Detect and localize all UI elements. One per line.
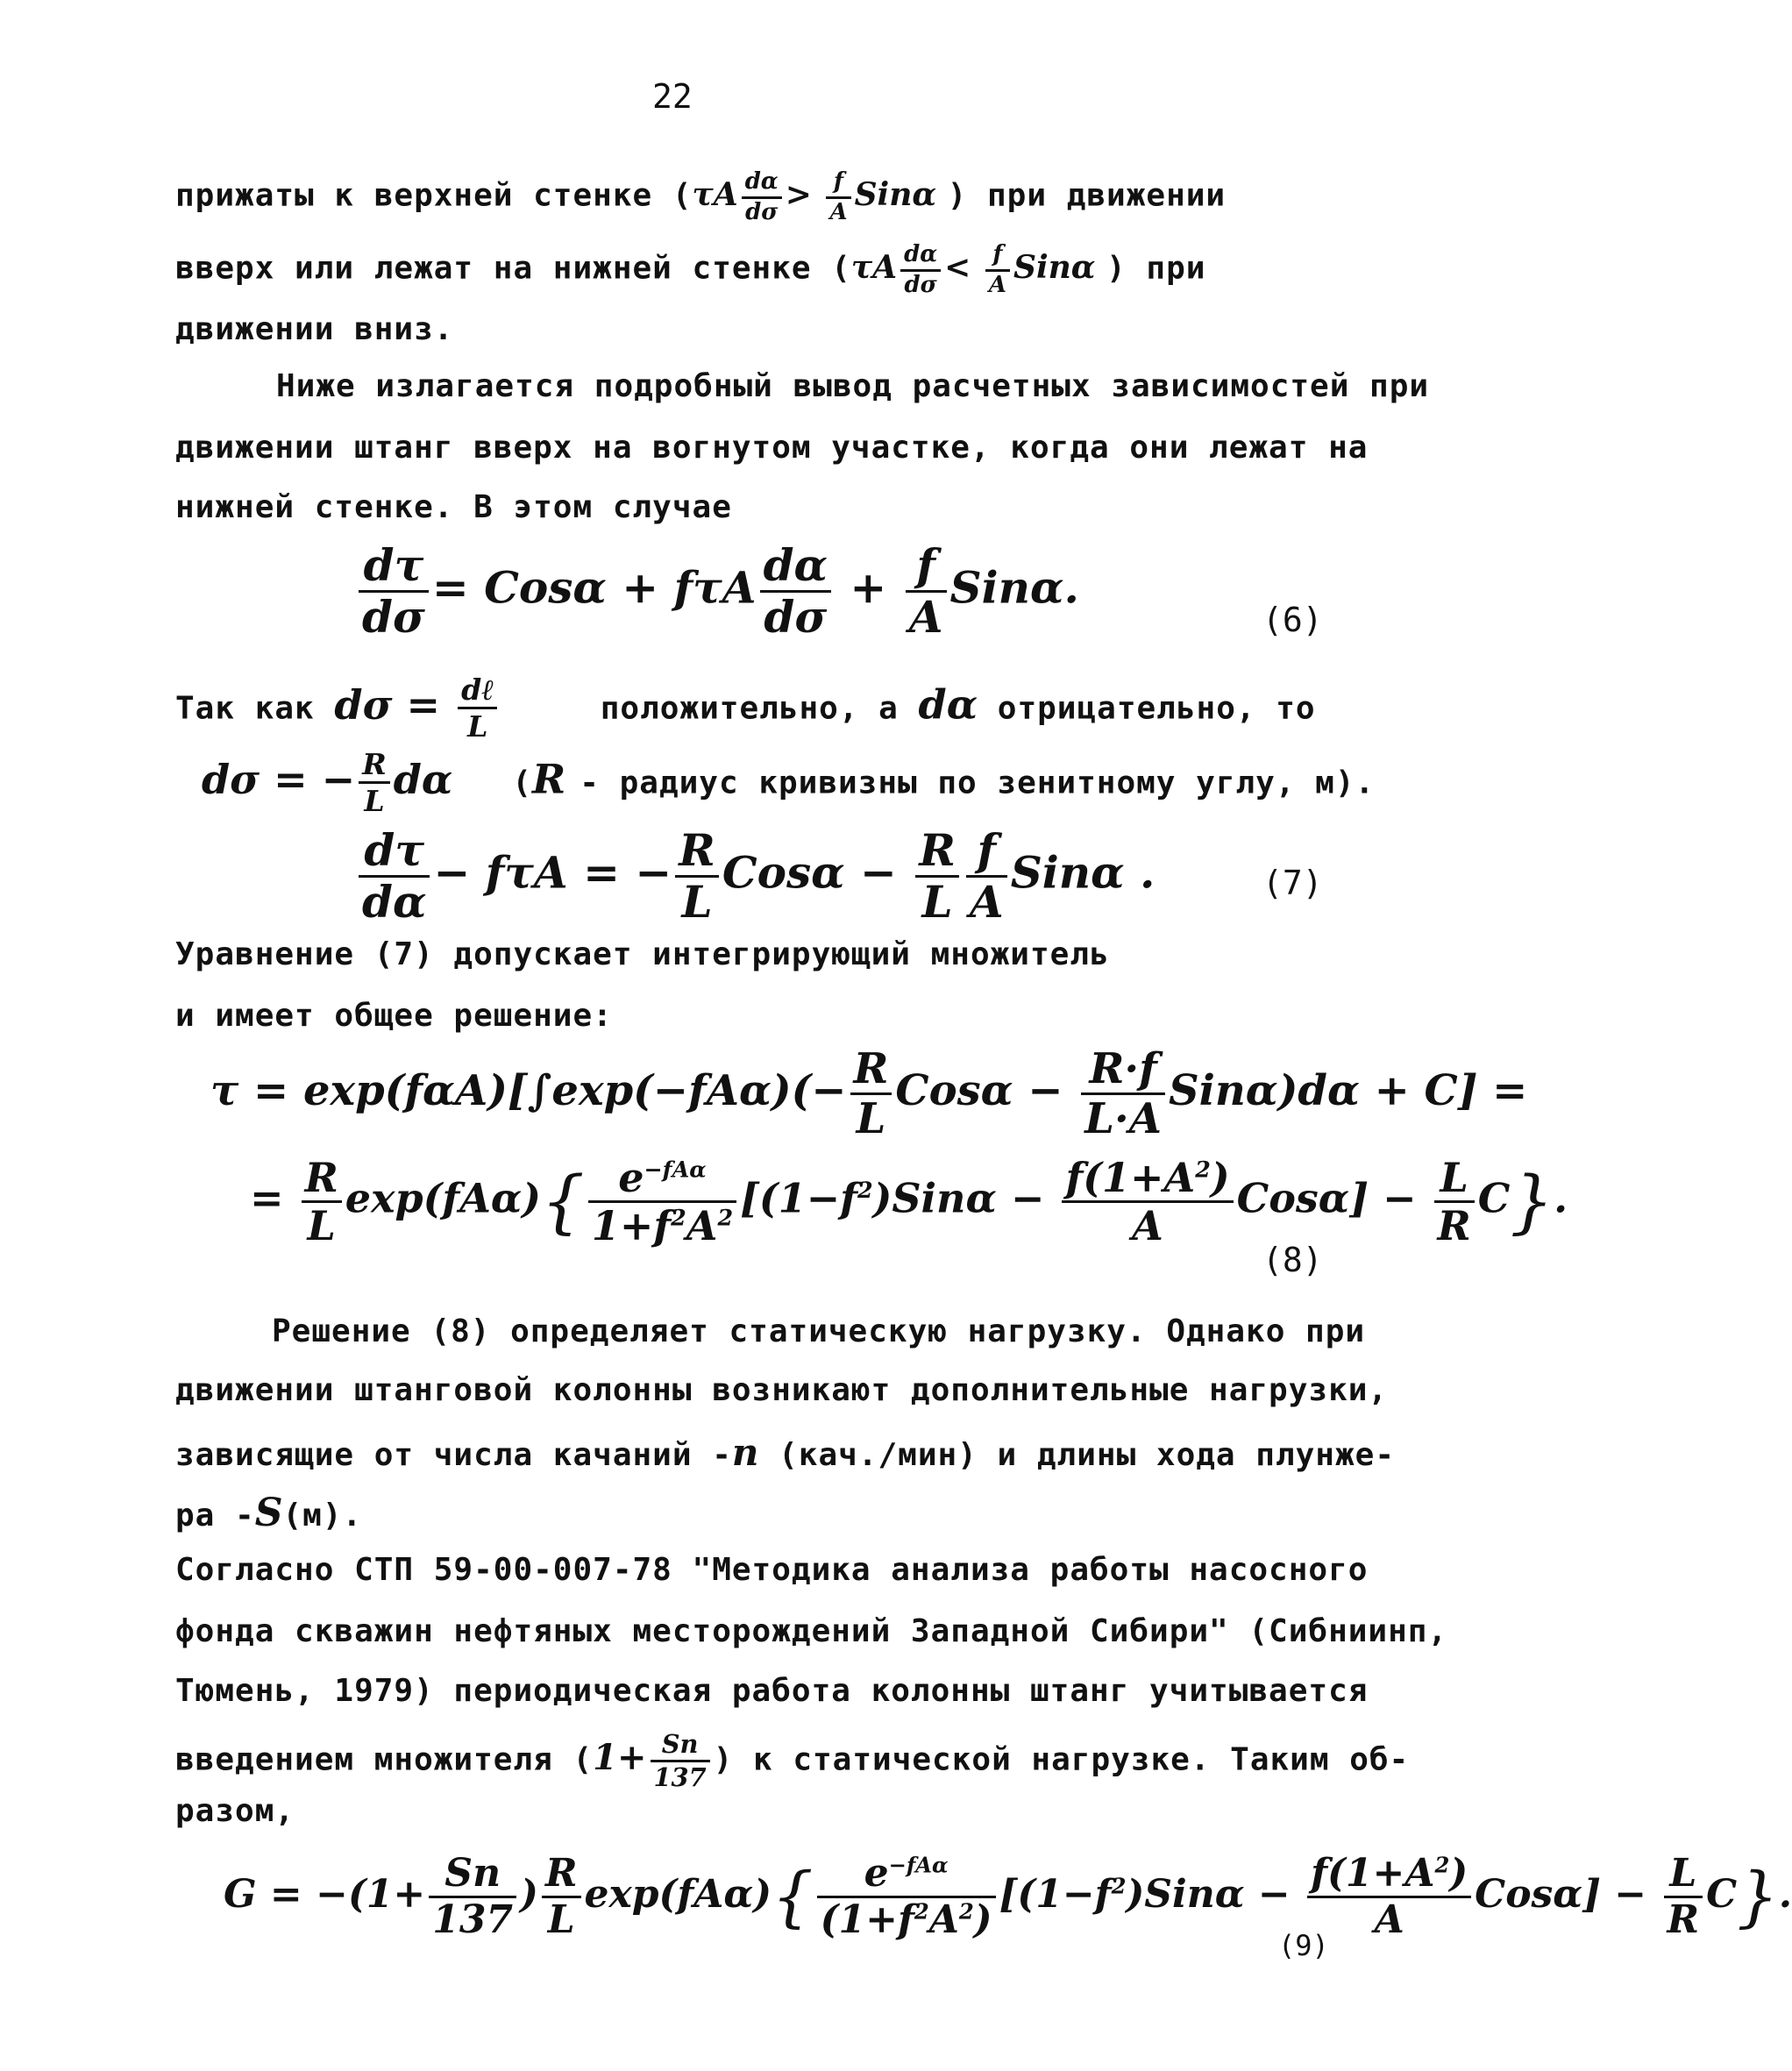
paragraph-line — [175, 1729, 1410, 1792]
text-segment: ) к статической нагрузке. Таким об- — [713, 1741, 1410, 1778]
paragraph-line: разом, — [175, 1793, 295, 1829]
inline-formula-dalpha: dα — [918, 680, 978, 729]
paragraph-line: движении штанговой колонны возникают дополнительные нагрузки, — [175, 1372, 1389, 1408]
paragraph-line: движении вниз. — [175, 311, 454, 347]
inline-formula-lower-wall: τA $\frac{d\alpha}{d\sigma}$ < $\frac{f}{A}$ Sinα — [850, 241, 1107, 298]
paragraph-line: Уравнение (7) допускает интегрирующий множитель — [175, 936, 1110, 972]
text-segment: отрицательно, то — [997, 690, 1316, 727]
paragraph-line: и имеет общее решение: — [175, 998, 613, 1034]
paragraph-line — [175, 1431, 1395, 1474]
equation-number: (9) — [1278, 1929, 1329, 1962]
equation-7: $\frac{d\tau}{d\alpha}$ − fτA = − $\frac{R}{L}$ Cosα − $\frac{R}{L}$ $\frac{f}{A}$ Sinα . — [355, 829, 1155, 924]
text-segment: - радиус кривизны по зенитному углу, м). — [580, 765, 1376, 801]
paragraph-line: фонда скважин нефтяных месторождений Западной Сибири" (Сибниинп, — [175, 1613, 1448, 1649]
paragraph-line: движении штанг вверх на вогнутом участке, когда они лежат на — [175, 430, 1369, 466]
equation-6: $\frac{d\tau}{d\sigma}$ = Cosα + fτA $\frac{d\alpha}{d\sigma}$ + $\frac{f}{A}$ Sinα. — [355, 544, 1079, 639]
inline-formula-dsigma: dσ = dℓ L — [334, 681, 501, 729]
text-segment: зависящие от числа качаний - — [175, 1437, 732, 1473]
equation-8-line-2: = $\frac{R}{L}$ exp(fAα){ $e^{-fA\alpha}$ $1+f^2A^2$ [$(1-f^2)Sin\alpha$ − $\frac{f(1+A^2)}{A}$ Cosα] − $\frac{L}{R}$ C}. — [250, 1154, 1568, 1249]
paragraph-line — [175, 168, 1227, 225]
text-segment: положительно, а — [600, 690, 899, 727]
text-segment: ) при движении — [947, 177, 1227, 214]
symbol-s: S — [254, 1491, 283, 1535]
paragraph-line: Ниже излагается подробный вывод расчетных зависимостей при — [276, 368, 1430, 404]
paragraph-line: нижней стенке. В этом случае — [175, 489, 732, 525]
text-segment: Так как — [175, 690, 315, 727]
paragraph-line — [175, 673, 1316, 744]
equation-number: (7) — [1262, 864, 1323, 902]
equation-number: (6) — [1262, 601, 1323, 639]
text-segment: введением множителя ( — [175, 1741, 594, 1778]
inline-formula-upper-wall: τA $\frac{d\alpha}{d\sigma}$ > $\frac{f}{A}$ Sinα — [692, 168, 948, 225]
text-segment: вверх или лежат на нижней стенке ( — [175, 250, 851, 287]
equation-8-line-1: τ = exp(fαA)[∫exp(−fAα)(− $\frac{R}{L}$ Cosα − $\frac{R\cdot f}{L\cdot A}$ Sinα)dα + C] = — [210, 1044, 1528, 1143]
equation-9: G = −(1+ $\frac{Sn}{137}$ ) $\frac{R}{L}$ exp(fAα){ $e^{-fA\alpha}$ $(1+f^2A^2)$ [$(1-f^2)Sin\alpha$ − $\frac{f(1+A^2)}{A}$ Cosα] − $\frac{L}{R}$ C}. — [224, 1851, 1792, 1942]
inline-formula-multiplier: 1+ $\frac{Sn}{137}$ — [593, 1737, 713, 1778]
page-number: 22 — [652, 77, 693, 116]
inline-formula-radius: dσ = − $\frac{R}{L}$ dα — [202, 747, 453, 819]
equation-number: (8) — [1262, 1241, 1323, 1279]
paragraph-line: Согласно СТП 59-00-007-78 "Методика анализа работы насосного — [175, 1552, 1369, 1588]
text-segment: ра - — [175, 1498, 255, 1534]
text-segment: прижаты к верхней стенке ( — [175, 177, 693, 214]
radius-symbol: R — [532, 755, 580, 803]
paragraph-line — [175, 1491, 362, 1535]
paragraph-line: Решение (8) определяет статическую нагрузку. Однако при — [272, 1313, 1366, 1349]
paragraph-line: Тюмень, 1979) периодическая работа колонны штанг учитывается — [175, 1673, 1369, 1709]
text-segment: (кач./мин) и длины хода плунже- — [779, 1437, 1395, 1473]
paragraph-line — [175, 241, 1206, 298]
text-segment: (м). — [282, 1498, 363, 1534]
text-segment: ) при — [1106, 250, 1206, 287]
paragraph-line: dσ = − $\frac{R}{L}$ dα (R - радиус кривизны по зенитному углу, м). — [202, 747, 1376, 819]
symbol-n: n — [731, 1431, 759, 1474]
